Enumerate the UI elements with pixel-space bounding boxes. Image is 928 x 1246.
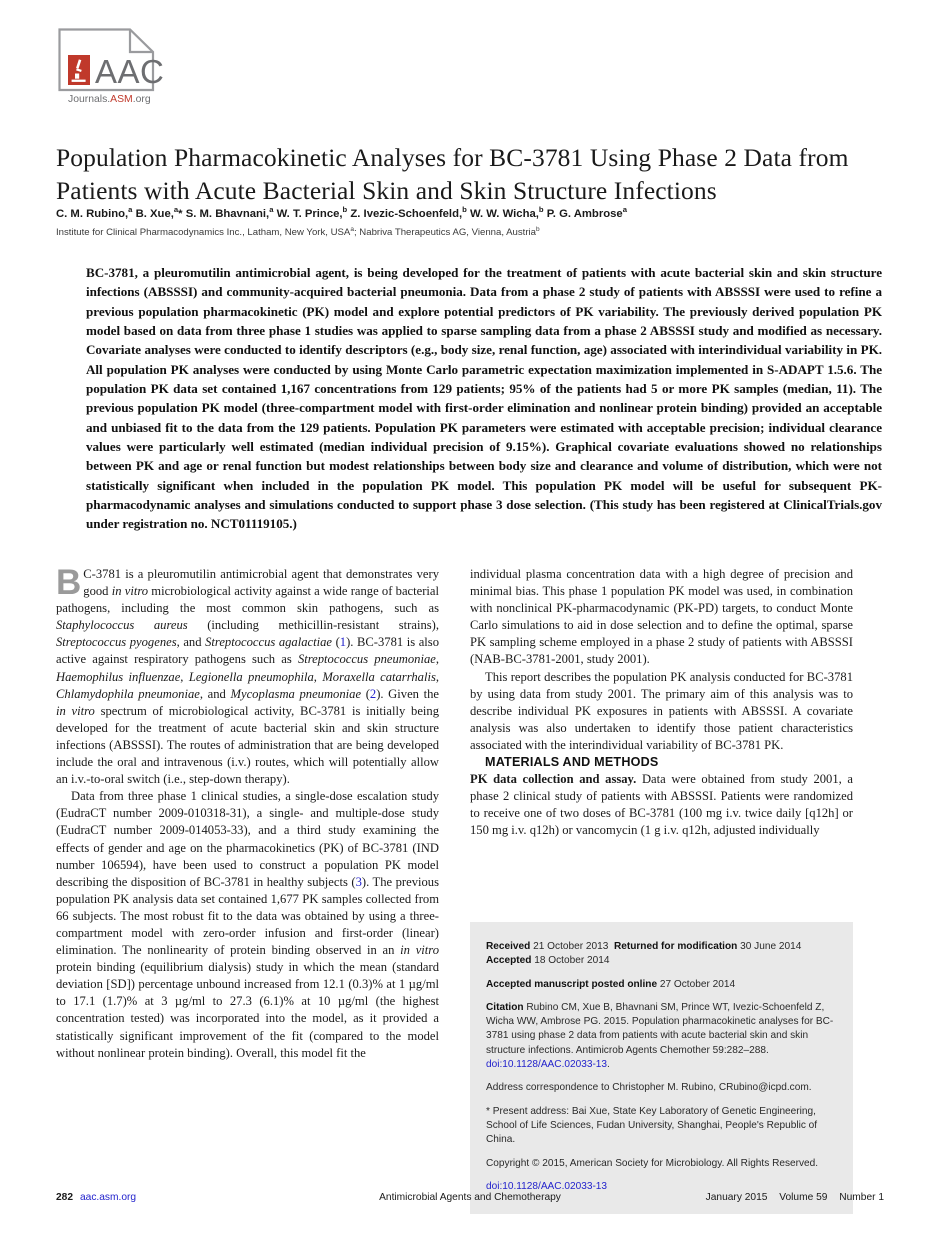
aac-logo-svg <box>58 28 176 114</box>
footer-issue-month: January 2015 <box>705 1192 768 1203</box>
accepted-value: 18 October 2014 <box>534 955 610 967</box>
svg-text:AAC: AAC <box>95 53 165 90</box>
doi-link[interactable]: doi:10.1128/AAC.02033-13 <box>486 1180 608 1192</box>
page-footer <box>56 1192 884 1210</box>
citation-link-2[interactable]: 2 <box>369 686 377 701</box>
section-heading-materials-and-methods: MATERIALS AND METHODS <box>485 755 659 770</box>
intro-paragraph-2: Data from three phase 1 clinical studies, a single-dose escalation study (EudraCT number 2009-010318-31), a single- and multiple-dose study (EudraCT number 2009-014053-33), and a third study examining the effects of gender and age on the pharmacokinetics (PK) of BC-3781 (IND number 106594), have been used to construct a population PK model describing the disposition of BC-3781 in healthy subjects (3). The previous population PK analysis data set contained 1,677 PK samples collected from 66 subjects. The most robust fit to the data was obtained by using a three-compartment model with zero-order infusion and first-order (linear) elimination. The nonlinearity of protein binding observed in an in vitro protein binding (equilibrium dialysis) study in which the mean (standard deviation [SD]) percentage unbound increased from 12.1 (0.3)% at 1 µg/ml to 17.1 (1.7)% at 3 µg/ml to 27.3 (6.1)% at 10 µg/ml (the highest concentration tested) was incorporated into the model, as it provided a statistically significant improvement of the fit (compared to the model without nonlinear protein binding). Overall, this model fit the <box>56 789 440 1060</box>
posted-online-line <box>486 978 837 992</box>
correspondence-line: Address correspondence to Christopher M. Rubino, CRubino@icpd.com. <box>486 1082 812 1094</box>
author-list: C. M. Rubino,$^a$ B. Xue,$^a$* S. M. Bhavnani,$^a$ W. T. Prince,$^b$ Z. Ivezic-Schoenfeld,$^b$ W. W. Wicha,$^b$ P. G. Ambrose$^a$ <box>56 205 627 220</box>
methods-paragraph-1-text: Data were obtained from study 2001, a phase 2 clinical study of patients with ABSSSI. Patients were randomized to receive one of two doses of BC-3781 (100 mg i.v. twice daily [q12h] or 150 mg i.v. q12h) or vancomycin (1 g i.v. q12h, adjusted individually <box>470 772 854 838</box>
citation-line: Citation Rubino CM, Xue B, Bhavnani SM, Prince WT, Ivezic-Schoenfeld Z, Wicha WW, Ambrose PG. 2015. Population pharmacokinetic analyses for BC-3781 using phase 2 data from patients with acute bacterial skin and skin structure infections. Antimicrob Agents Chemother 59:282–288. doi:10.1128/AAC.02033-13. <box>486 1001 834 1071</box>
article-history-box <box>470 922 853 1214</box>
citation-link-3[interactable]: 3 <box>355 874 362 889</box>
footer-issue-info <box>697 1192 884 1203</box>
copyright-line: Copyright © 2015, American Society for Microbiology. All Rights Reserved. <box>486 1157 819 1169</box>
footer-page-number: 282 <box>56 1192 73 1203</box>
citation-link-1[interactable]: 1 <box>339 635 347 650</box>
body-column-left <box>56 563 440 1062</box>
posted-value: 27 October 2014 <box>659 978 736 990</box>
abstract: BC-3781, a pleuromutilin antimicrobial agent, is being developed for the treatment of patients with acute bacterial skin and skin structure infections (ABSSSI) and community-acquired bacterial pneumonia. Data from a phase 2 study of patients with ABSSSI were used to refine a previous population pharmacokinetic (PK) model and explore potential predictors of PK variability. The previously derived population PK model based on data from three phase 1 studies was applied to sparse sampling data from a phase 2 ABSSSI study and modified as necessary. Covariate analyses were conducted to identify descriptors (e.g., body size, renal function, age) associated with interindividual variability in PK. All population PK analyses were conducted by using Monte Carlo parametric expectation maximization implemented in S-ADAPT 1.5.6. The population PK data set contained 1,167 concentrations from 129 patients; 95% of the patients had 5 or more PK samples (median, 11). The previous population PK model (three-compartment model with first-order elimination and nonlinear protein binding) provided an acceptable and unbiased fit to the data from the 129 patients. Population PK parameters were estimated with acceptable precision; individual clearance values were particularly well estimated (median individual precision of 9.15%). Graphical covariate evaluations showed no relationships between PK and age or renal function but modest relationships between body size and clearance and volume of distribution, which were not statistically significant when included in the population PK model. This population PK model will be useful for subsequent PK-pharmacodynamic analyses and simulations conducted to support phase 3 dose selection. (This study has been registered at ClinicalTrials.gov under registration no. NCT01119105.) <box>86 265 882 532</box>
intro-paragraph-4: This report describes the population PK analysis conducted for BC-3781 by using data from study 2001. The primary aim of this analysis was to describe individual PK exposures in patients with ABSSSI. A covariate analysis was also undertaken to identify those patient characteristics associated with the interindividual variability of BC-3781 PK. <box>470 669 853 752</box>
intro-paragraph-1-text: C-3781 is a pleuromutilin antimicrobial agent that demonstrates very good in vitro microbiological activity against a wide range of bacterial pathogens, including the most common skin pathogens, such as Staphylococcus aureus (including methicillin-resistant strains), Streptococcus pyogenes, and Streptococcus agalactiae (1). BC-3781 is also active against respiratory pathogens such as Streptococcus pneumoniae, Haemophilus influenzae, Legionella pneumophila, Moraxella catarrhalis, Chlamydophila pneumoniae, and Mycoplasma pneumoniae (2). Given the in vitro spectrum of microbiological activity, BC-3781 is initially being developed for the treatment of acute bacterial skin and skin structure infections (ABSSSI). The routes of administration that are being developed include the oral and intravenous (i.v.) routes, which will potentially allow an i.v.-to-oral switch (i.e., step-down therapy). <box>56 567 440 787</box>
received-accepted-line <box>486 940 837 969</box>
posted-label: Accepted manuscript posted online <box>486 978 658 990</box>
methods-paragraph-1 <box>470 771 853 839</box>
footer-site-link[interactable]: aac.asm.org <box>80 1192 137 1203</box>
svg-text:Journals.ASM.org: Journals.ASM.org <box>68 94 151 105</box>
present-address-line: * Present address: Bai Xue, State Key Laboratory of Genetic Engineering, School of Life Sciences, Fudan University, Shanghai, People's Republic of China. <box>486 1105 818 1146</box>
run-in-heading-pk-data-collection: PK data collection and assay. <box>470 772 637 787</box>
affiliation-list: Institute for Clinical Pharmacodynamics Inc., Latham, New York, USA$^a$; Nabriva Therapeutics AG, Vienna, Austria$^b$ <box>56 225 540 238</box>
received-label: Received <box>486 941 531 952</box>
drop-cap: B <box>56 563 82 602</box>
footer-journal-name: Antimicrobial Agents and Chemotherapy <box>379 1192 561 1203</box>
citation-text: Rubino CM, Xue B, Bhavnani SM, Prince WT, Ivezic-Schoenfeld Z, Wicha WW, Ambrose PG. 2015. Population pharmacokinetic analyses for BC-3781 using phase 2 data from patients with acute bacterial skin and skin structure infections. Antimicrob Agents Chemother 59:282–288. <box>486 1001 834 1056</box>
accepted-label: Accepted <box>486 955 532 967</box>
body-column-right <box>470 566 853 840</box>
intro-paragraph-3: individual plasma concentration data with a high degree of precision and minimal bias. This phase 1 population PK model was used, in combination with nonclinical PK-pharmacodynamic (PK-PD) targets, to conduct Monte Carlo simulations to aid in dose selection and to define the optimal, sparse PK sampling scheme employed in a phase 2 study of patients with ABSSSI (NAB-BC-3781-2001, study 2001). <box>470 567 853 667</box>
received-value: 21 October 2013 <box>533 941 609 952</box>
citation-label: Citation <box>486 1001 524 1013</box>
footer-issue-number: Number 1 <box>839 1192 884 1203</box>
intro-paragraph-1 <box>56 563 440 788</box>
citation-doi-link[interactable]: doi:10.1128/AAC.02033-13 <box>486 1059 608 1071</box>
page-title: Population Pharmacokinetic Analyses for BC-3781 Using Phase 2 Data from Patients with Acute Bacterial Skin and Skin Structure Infections <box>56 143 849 206</box>
returned-value: 30 June 2014 <box>740 941 802 952</box>
footer-issue-volume: Volume 59 <box>779 1192 828 1203</box>
journal-logo <box>58 28 176 114</box>
returned-label: Returned for modification <box>613 941 738 952</box>
